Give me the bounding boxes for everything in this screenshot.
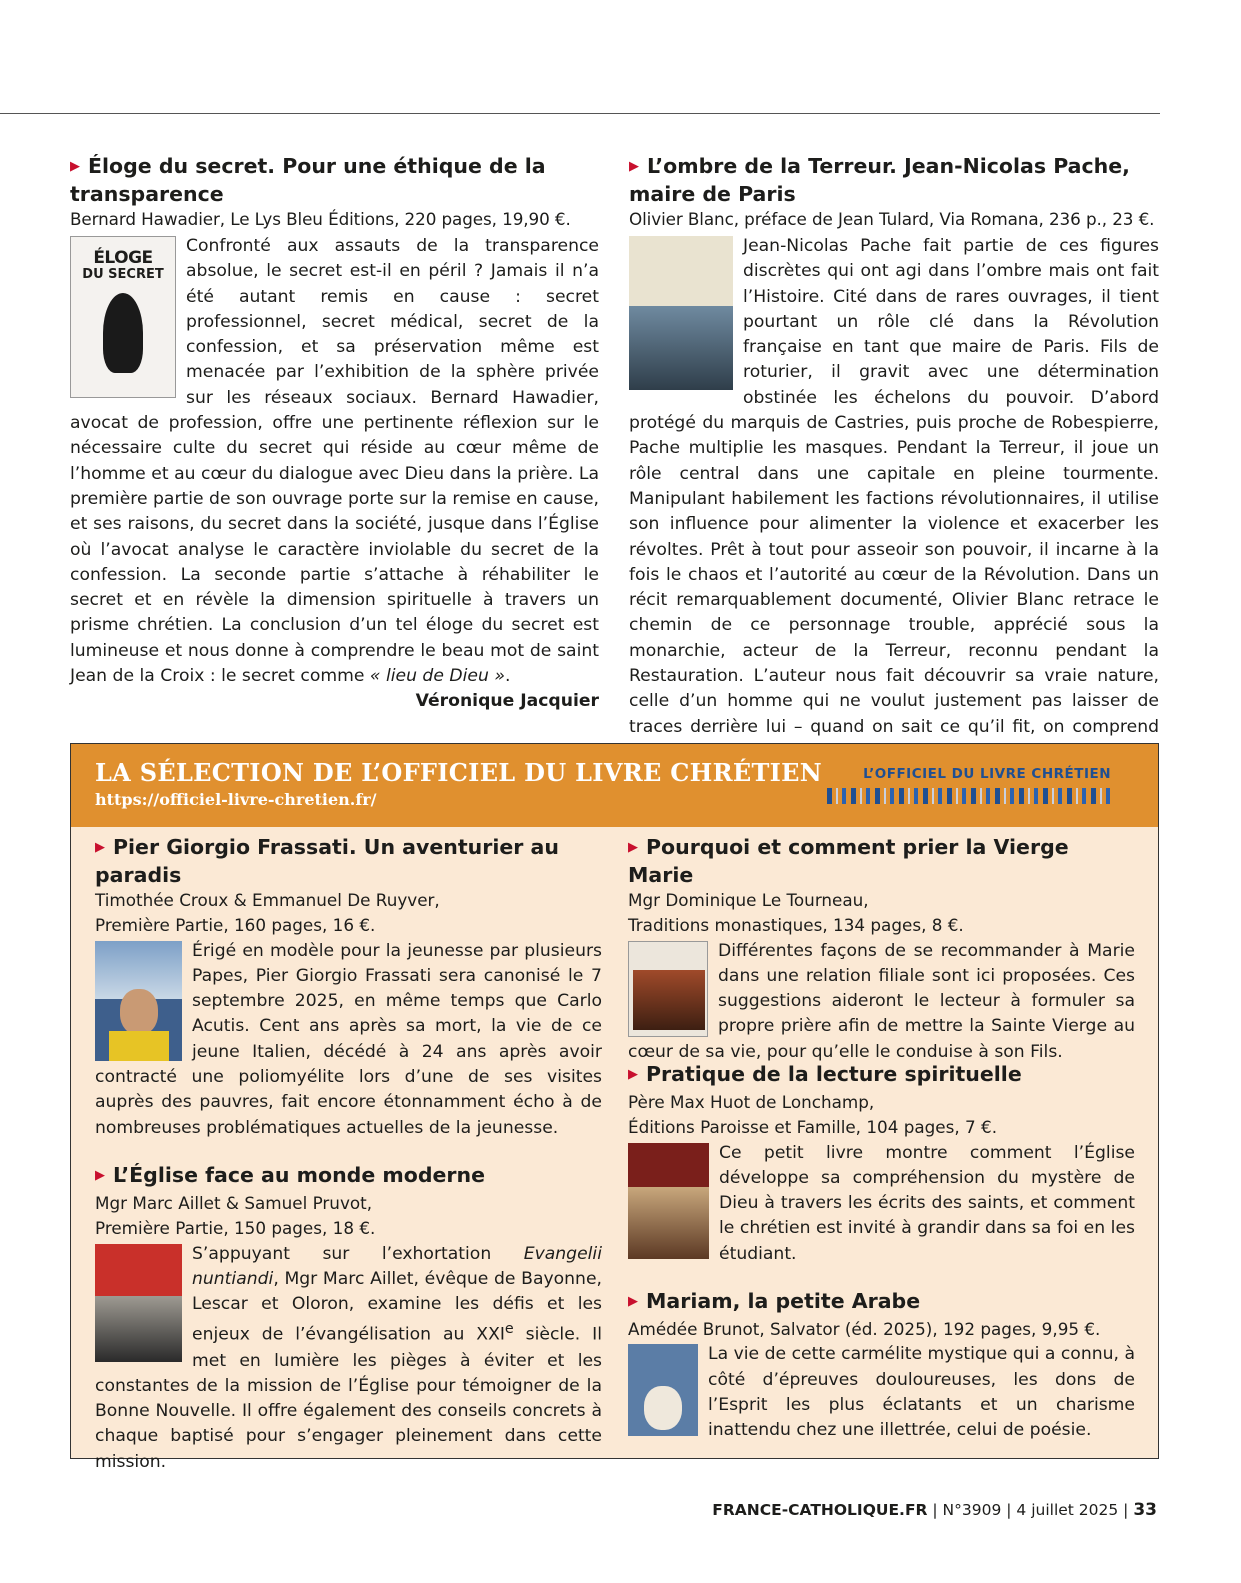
- triangle-bullet-icon: ▶: [95, 840, 105, 855]
- item-body: S’appuyant sur l’exhortation Evangelii nuntiandi, Mgr Marc Aillet, évêque de Bayonne, Lescar et Oloron, examine les défis et les enjeux de l’évangélisation au XXIe siècle. Il met en lumière les pièges à éviter et les constantes de la mission de l’Église pour témoigner de la Bonne Nouvelle. Il offre également des conseils concrets à chaque baptisé pour s’engager pleinement dans cette mission.: [95, 1243, 602, 1472]
- item-meta: Amédée Brunot, Salvator (éd. 2025), 192 pages, 9,95 €.: [628, 1319, 1101, 1339]
- review-eloge-du-secret: [70, 154, 599, 715]
- selection-item-mariam: [628, 1289, 1135, 1443]
- selection-header: [71, 744, 1158, 827]
- item-meta: Première Partie, 160 pages, 16 €.: [95, 915, 376, 936]
- book-cover-frassati: [95, 941, 182, 1061]
- item-meta: Mgr Marc Aillet & Samuel Pruvot,: [95, 1193, 373, 1213]
- item-meta: Éditions Paroisse et Famille, 104 pages, 7 €.: [628, 1117, 998, 1138]
- item-meta: Première Partie, 150 pages, 18 €.: [95, 1218, 376, 1239]
- page-number: 33: [1133, 1500, 1157, 1520]
- triangle-bullet-icon: ▶: [628, 1294, 638, 1309]
- item-body: Différentes façons de se recommander à Marie dans une relation filiale sont ici proposées. Ces suggestions aideront le lecteur à formuler sa propre prière afin de mettre la Sainte Vierge au cœur de sa vie, pour qu’elle le conduise à son Fils.: [628, 940, 1135, 1062]
- footer-site[interactable]: FRANCE-CATHOLIQUE.FR: [712, 1501, 928, 1519]
- item-meta: Timothée Croux & Emmanuel De Ruyver,: [95, 890, 440, 910]
- selection-item-lecture: [628, 1062, 1135, 1267]
- cover-illustration: [629, 306, 733, 390]
- review-body: Jean-Nicolas Pache fait partie de ces figures discrètes qui ont agi dans l’ombre mais ont fait l’Histoire. Cité dans de rares ouvrages, il tient pourtant un rôle clé dans la Révolution française en tant que maire de Paris. Fils de roturier, il gravit avec une détermination obstinée les échelons du pouvoir. D’abord protégé du marquis de Castries, puis proche de Robespierre, Pache multiplie les masques. Pendant la Terreur, il joue un rôle central dans une capitale en pleine tourmente. Manipulant habilement les factions révolutionnaires, il utilise son influence pour alimenter la violence et exacerber les révoltes. Prêt à tout pour asseoir son pouvoir, il incarne à la fois le chaos et l’autorité au cœur de la Révolution. Dans un récit remarquablement documenté, Olivier Blanc retrace le chemin de ce personnage trouble, apprécié sous la monarchie, acteur de la Terreur, reconnu pendant la Restauration. L’auteur nous fait découvrir sa vraie nature, celle d’un homme qui ne voulut justement pas laisser de traces derrière lui – quand on sait ce qu’il fit, on comprend: [629, 234, 1159, 765]
- review-title: ▶ Éloge du secret. Pour une éthique de la transparence: [70, 154, 546, 206]
- book-cover-mariam: [628, 1344, 698, 1436]
- selection-box: [70, 743, 1159, 1472]
- review-signature: Véronique Jacquier: [415, 691, 599, 712]
- book-cover-ombre: [629, 236, 733, 390]
- triangle-bullet-icon: ▶: [70, 159, 80, 174]
- review-meta: Bernard Hawadier, Le Lys Bleu Éditions, 220 pages, 19,90 €.: [70, 209, 571, 229]
- statue-image: [103, 293, 143, 373]
- footer-date: 4 juillet 2025: [1016, 1501, 1119, 1519]
- logo-bars-icon: [827, 788, 1111, 804]
- selection-item-vierge: [628, 835, 1135, 1065]
- item-title: ▶ Pier Giorgio Frassati. Un aventurier au paradis: [95, 835, 559, 887]
- book-cover-vierge: [628, 941, 708, 1037]
- triangle-bullet-icon: ▶: [628, 840, 638, 855]
- item-body: La vie de cette carmélite mystique qui a connu, à côté d’épreuves douloureuses, les dons de l’Esprit les plus éclatants et un charisme inattendu chez une illettrée, celui de poésie.: [708, 1344, 1135, 1441]
- review-meta: Olivier Blanc, préface de Jean Tulard, Via Romana, 236 p., 23 €.: [629, 209, 1155, 229]
- triangle-bullet-icon: ▶: [629, 159, 639, 174]
- selection-title: LA SÉLECTION DE L’OFFICIEL DU LIVRE CHRÉTIEN: [95, 758, 822, 787]
- review-ombre-de-la-terreur: [629, 154, 1159, 765]
- selection-item-eglise: [95, 1163, 602, 1475]
- selection-url[interactable]: https://officiel-livre-chretien.fr/: [95, 790, 377, 809]
- triangle-bullet-icon: ▶: [95, 1168, 105, 1183]
- cover-subtitle: DU SECRET: [82, 267, 164, 282]
- triangle-bullet-icon: ▶: [628, 1067, 638, 1082]
- selection-item-frassati: [95, 835, 602, 1141]
- book-cover-eloge: [70, 236, 176, 398]
- review-body: Confronté aux assauts de la transparence absolue, le secret est-il en péril ? Jamais il n’a été autant remis en cause : secret professionnel, secret médical, secret de la confession, et sa préservation même est menacée par l’exhibition de la sphère privée sur les réseaux sociaux. Bernard Hawadier, avocat de profession, offre une pertinente réflexion sur le nécessaire culte du secret qui réside au cœur même de l’homme et au cœur du dialogue avec Dieu dans la prière. La première partie de son ouvrage porte sur la remise en cause, et ses raisons, du secret dans la société, jusque dans l’Église où l’avocat analyse le caractère inviolable du secret de la confession. La seconde partie s’attache à réhabiliter le secret et en révèle la dimension spirituelle à travers un prisme chrétien. La conclusion d’un tel éloge du secret est lumineuse et nous donne à comprendre le beau mot de saint Jean de la Croix : le secret comme « lieu de Dieu ».: [70, 236, 599, 687]
- review-title: ▶ L’ombre de la Terreur. Jean-Nicolas Pache, maire de Paris: [629, 154, 1130, 206]
- cover-band: [629, 236, 733, 306]
- item-meta: Père Max Huot de Lonchamp,: [628, 1092, 875, 1112]
- officiel-logo: L’OFFICIEL DU LIVRE CHRÉTIEN: [863, 766, 1111, 782]
- item-body: Ce petit livre montre comment l’Église développe sa compréhension du mystère de Dieu à travers les écrits des saints, et comment le chrétien est invité à grandir dans sa foi en les étudiant.: [719, 1142, 1135, 1264]
- item-title: ▶ Pourquoi et comment prier la Vierge Marie: [628, 835, 1069, 887]
- item-title: ▶ L’Église face au monde moderne: [95, 1163, 486, 1187]
- cover-title: ÉLOGE: [93, 248, 153, 268]
- top-rule: [0, 113, 1160, 114]
- book-cover-lecture: [628, 1143, 709, 1259]
- item-title: ▶ Pratique de la lecture spirituelle: [628, 1062, 1022, 1086]
- item-meta: Traditions monastiques, 134 pages, 8 €.: [628, 915, 964, 936]
- book-cover-aillet: [95, 1244, 182, 1362]
- item-body: Érigé en modèle pour la jeunesse par plusieurs Papes, Pier Giorgio Frassati sera canonisé le 7 septembre 2025, en même temps que Carlo Acutis. Cent ans après sa mort, la vie de ce jeune Italien, décédé à 24 ans après avoir contracté une poliomyélite lors d’une de ses visites auprès des pauvres, fait encore étonnamment écho à de nombreuses problématiques actuelles de la jeunesse.: [95, 940, 602, 1138]
- page-footer: FRANCE-CATHOLIQUE.FR | N°3909 | 4 juillet 2025 | 33: [712, 1500, 1157, 1520]
- item-title: ▶ Mariam, la petite Arabe: [628, 1289, 921, 1313]
- item-meta: Mgr Dominique Le Tourneau,: [628, 890, 869, 910]
- footer-issue: N°3909: [942, 1501, 1002, 1519]
